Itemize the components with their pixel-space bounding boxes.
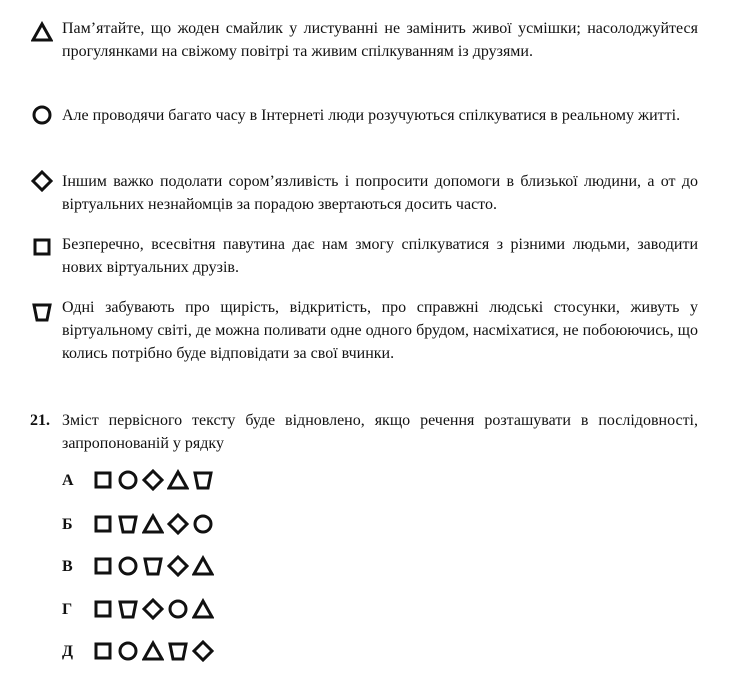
square-icon	[31, 236, 53, 258]
triangle-icon	[167, 469, 189, 491]
option-sequence	[92, 598, 214, 620]
diamond-icon	[142, 598, 164, 620]
trapezoid-icon	[167, 640, 189, 662]
triangle-icon	[142, 640, 164, 662]
option-letter: В	[62, 557, 73, 575]
circle-icon	[117, 469, 139, 491]
question-number: 21.	[30, 412, 50, 429]
circle-icon	[117, 640, 139, 662]
diamond-icon	[167, 555, 189, 577]
triangle-icon	[31, 21, 53, 43]
sentence-square: Безперечно, всесвітня павутина дає нам змогу спілкуватися з різними людьми, заводити нових віртуальних друзів.	[62, 236, 698, 276]
answer-option-g[interactable]	[62, 596, 214, 622]
circle-icon	[192, 513, 214, 535]
triangle-icon	[142, 513, 164, 535]
square-icon	[92, 598, 114, 620]
option-sequence	[92, 469, 214, 491]
sentence-trapezoid: Одні забувають про щирість, відкритість, про справжні людські стосунки, живуть у віртуальному світі, де можна поливати одне одного брудом, насміхатися, не побоюючись, що колись потрібно буде відповідати за свої вчинки.	[62, 299, 698, 362]
sentence-circle: Але проводячи багато часу в Інтернеті люди розучуються спілкуватися в реальному житті.	[62, 107, 681, 124]
option-sequence	[92, 513, 214, 535]
answer-option-d[interactable]	[62, 638, 214, 664]
circle-icon	[117, 555, 139, 577]
sentence-diamond: Іншим важко подолати сором’язливість і попросити допомоги в близької людини, а от до віртуальних незнайомців за порадою звертаються досить часто.	[62, 173, 698, 213]
square-icon	[92, 469, 114, 491]
trapezoid-icon	[142, 555, 164, 577]
square-icon	[92, 513, 114, 535]
diamond-icon	[192, 640, 214, 662]
trapezoid-icon	[192, 469, 214, 491]
trapezoid-icon	[117, 513, 139, 535]
triangle-icon	[192, 598, 214, 620]
square-icon	[92, 555, 114, 577]
square-icon	[92, 640, 114, 662]
option-letter: Д	[62, 642, 74, 660]
question-text: Зміст первісного тексту буде відновлено, якщо речення розташувати в послідовності, запропонованій у рядку	[62, 412, 698, 452]
option-letter: Б	[62, 515, 73, 533]
diamond-icon	[31, 170, 53, 192]
option-sequence	[92, 555, 214, 577]
circle-icon	[167, 598, 189, 620]
trapezoid-icon	[117, 598, 139, 620]
sentence-triangle: Пам’ятайте, що жоден смайлик у листуванні не замінить живої усмішки; насолоджуйтеся прогулянками на свіжому повітрі та живим спілкуванням із друзями.	[62, 20, 698, 60]
diamond-icon	[142, 469, 164, 491]
trapezoid-icon	[31, 301, 53, 323]
diamond-icon	[167, 513, 189, 535]
option-letter: Г	[62, 600, 73, 618]
answer-option-b[interactable]	[62, 511, 214, 537]
answer-option-a[interactable]	[62, 467, 214, 493]
answer-option-v[interactable]	[62, 553, 214, 579]
triangle-icon	[192, 555, 214, 577]
circle-icon	[31, 104, 53, 126]
option-sequence	[92, 640, 214, 662]
option-letter: А	[62, 471, 74, 489]
